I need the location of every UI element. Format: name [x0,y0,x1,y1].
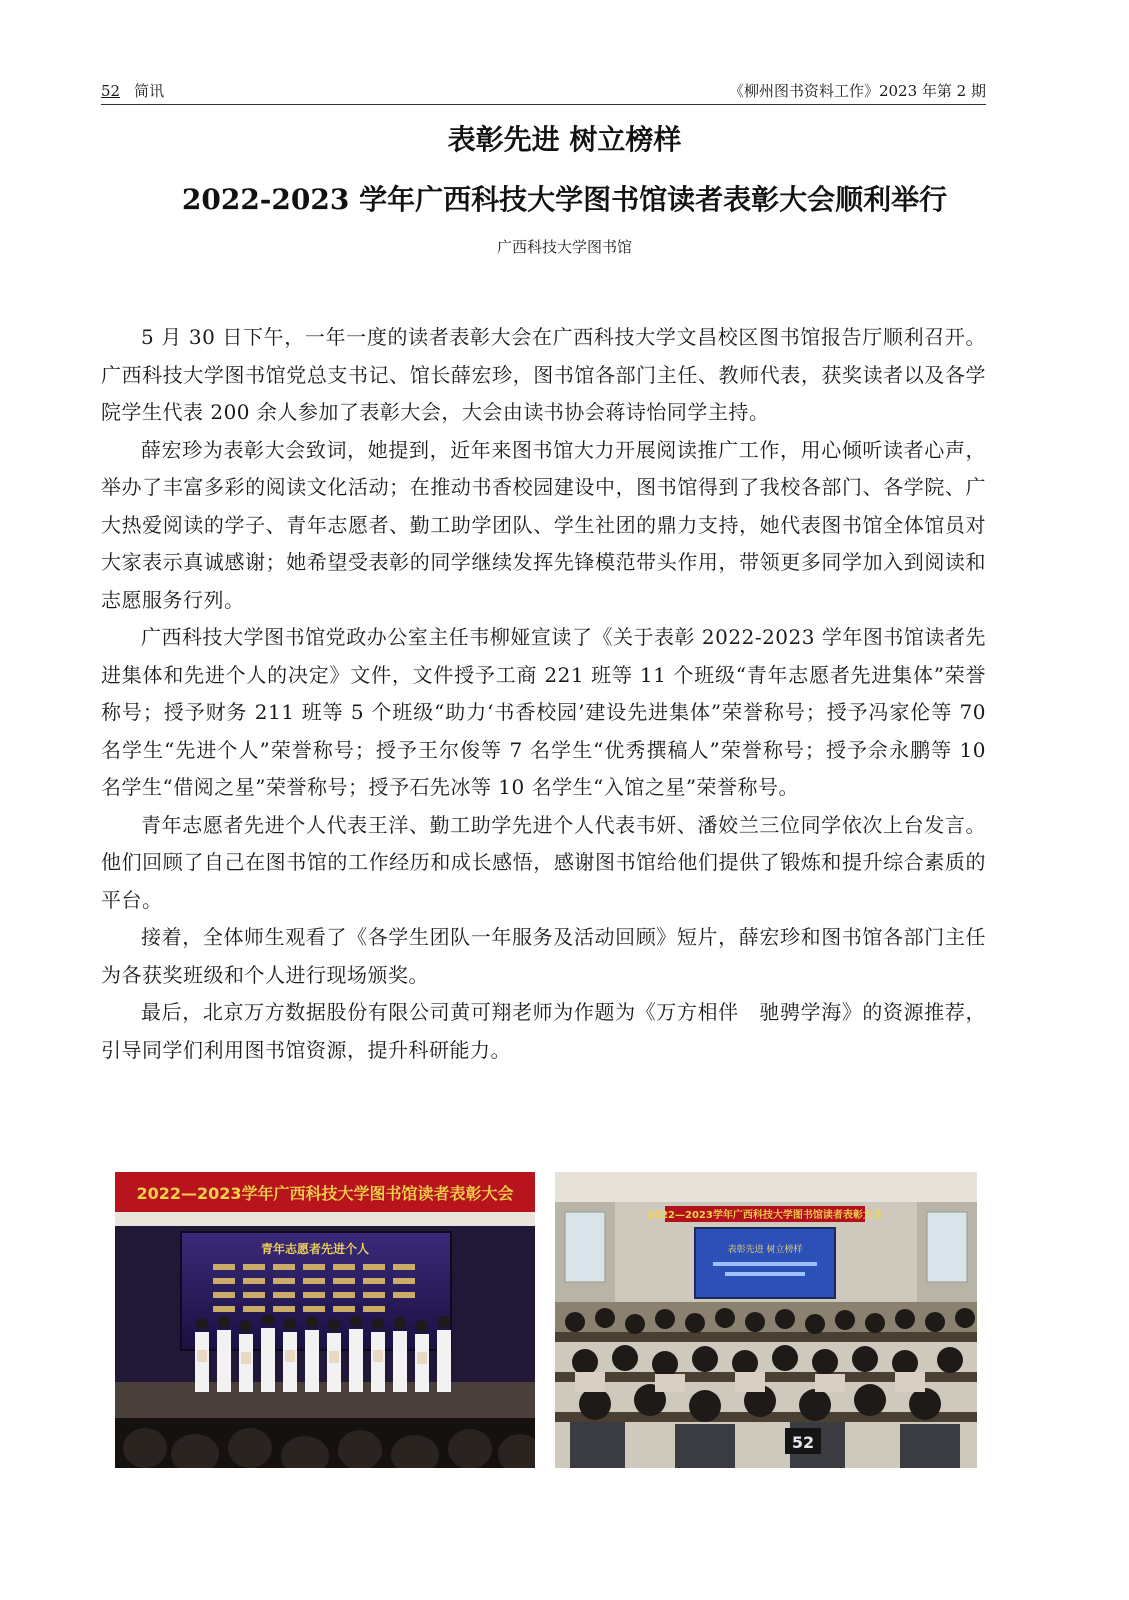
paragraph: 广西科技大学图书馆党政办公室主任韦柳娅宣读了《关于表彰 2022-2023 学年图书馆读者先进集体和先进个人的决定》文件，文件授予工商 221 班等 11 个班级“青年志愿者先进集体”荣誉称号；授予财务 211 班等 5 个班级“助力‘书香校园’建设先进集体”荣誉称号；授予冯家伦等 70 名学生“先进个人”荣誉称号；授予王尔俊等 7 名学生“优秀撰稿人”荣誉称号；授予佘永鹏等 10 名学生“借阅之星”荣誉称号；授予石先冰等 10 名学生“入馆之星”荣誉称号。 [101,625,986,799]
screen-title: 青年志愿者先进个人 [260,1242,370,1256]
article-subtitle: 2022-2023 学年广西科技大学图书馆读者表彰大会顺利举行 [181,183,948,216]
journal-issue: 《柳州图书资料工作》2023 年第 2 期 [728,82,986,100]
paragraph: 接着，全体师生观看了《各学生团队一年服务及活动回顾》短片，薛宏珍和图书馆各部门主任为各获奖班级和个人进行现场颁奖。 [101,925,986,987]
paragraph: 最后，北京万方数据股份有限公司黄可翔老师为作题为《万方相伴 驰骋学海》的资源推荐，引导同学们利用图书馆资源，提升科研能力。 [101,1000,986,1062]
award-ceremony-photo [115,1172,535,1468]
shirt-number: 52 [791,1433,815,1452]
running-head-left [101,80,164,102]
banner-text: 2022—2023学年广西科技大学图书馆读者表彰大会 [647,1210,883,1221]
paragraph: 5 月 30 日下午，一年一度的读者表彰大会在广西科技大学文昌校区图书馆报告厅顺利召开。广西科技大学图书馆党总支书记、馆长薛宏珍，图书馆各部门主任、教师代表，获奖读者以及各学院学生代表 200 余人参加了表彰大会，大会由读书协会蒋诗怡同学主持。 [101,325,986,424]
section-label: 简讯 [134,82,165,100]
paragraph: 青年志愿者先进个人代表王洋、勤工助学先进个人代表韦妍、潘姣兰三位同学依次上台发言。他们回顾了自己在图书馆的工作经历和成长感悟，感谢图书馆给他们提供了锻炼和提升综合素质的平台。 [101,812,986,912]
paragraph: 薛宏珍为表彰大会致词，她提到，近年来图书馆大力开展阅读推广工作，用心倾听读者心声，举办了丰富多彩的阅读文化活动；在推动书香校园建设中，图书馆得到了我校各部门、各学院、广大热爱阅读的学子、青年志愿者、勤工助学团队、学生社团的鼎力支持，她代表图书馆全体馆员对大家表示真诚感谢；她希望受表彰的同学继续发挥先锋模范带头作用，带领更多同学加入到阅读和志愿服务行列。 [101,437,986,612]
page-number: 52 [101,82,121,100]
article-body [101,319,986,1069]
article-author: 广西科技大学图书馆 [496,238,632,256]
screen-heading: 表彰先进 树立榜样 [727,1245,803,1255]
article-title: 表彰先进 树立榜样 [447,123,682,156]
running-head [101,78,986,105]
banner-text: 2022—2023学年广西科技大学图书馆读者表彰大会 [136,1184,514,1203]
audience-hall-photo [555,1172,977,1468]
